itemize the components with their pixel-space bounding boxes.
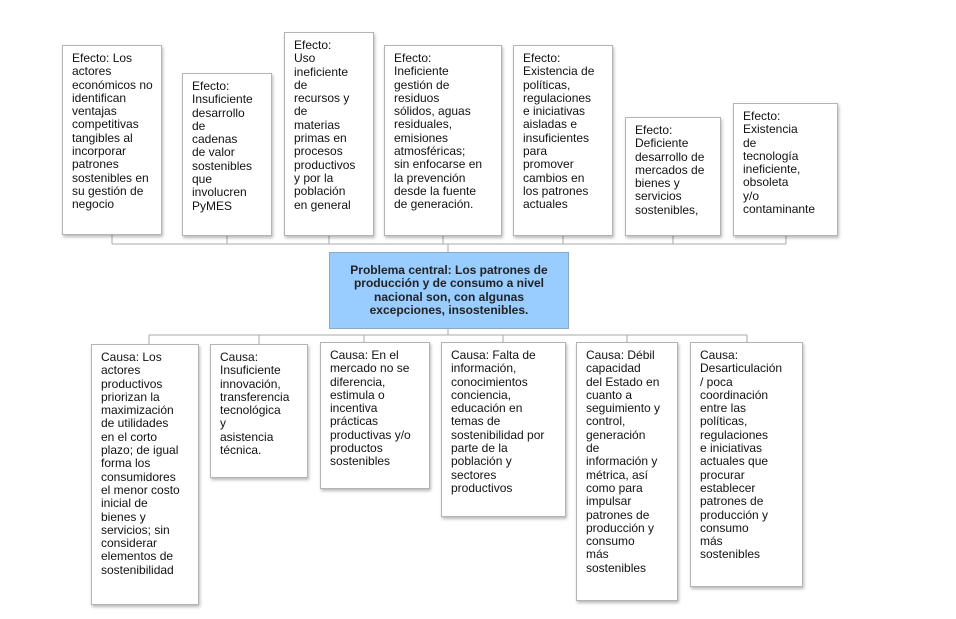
cause-box-3: Causa: En el mercado no se diferencia, estimula o incentiva prácticas productivas y/o productos sostenibles — [320, 342, 430, 489]
effect-box-4: Efecto: Ineficiente gestión de residuos sólidos, aguas residuales, emisiones atmosféricas; sin enfocarse en la prevención desde la fuente de generación. — [384, 45, 502, 236]
cause-box-1: Causa: Los actores productivos priorizan la maximización de utilidades en el corto plazo; de igual forma los consumidores el menor costo inicial de bienes y servicios; sin considerar elementos de sostenibilidad — [91, 344, 199, 605]
cause-box-5: Causa: Débil capacidad del Estado en cuanto a seguimiento y control, generación de información y métrica, así como para impulsar patrones de producción y consumo más sostenibles — [576, 342, 678, 601]
effect-box-1: Efecto: Los actores económicos no identifican ventajas competitivas tangibles al incorporar patrones sostenibles en su gestión de negocio — [62, 45, 162, 235]
cause-box-4: Causa: Falta de información, conocimientos conciencia, educación en temas de sostenibilidad por parte de la población y sectores productivos — [441, 342, 566, 517]
effect-box-6: Efecto: Deficiente desarrollo de mercados de bienes y servicios sostenibles, — [625, 117, 721, 236]
central-problem-box: Problema central: Los patrones de producción y de consumo a nivel nacional son, con algunas excepciones, insostenibles. — [329, 252, 569, 329]
cause-box-6: Causa: Desarticulación / poca coordinación entre las políticas, regulaciones e iniciativas actuales que procurar establecer patrones de producción y consumo más sostenibles — [690, 342, 803, 587]
cause-box-2: Causa: Insuficiente innovación, transferencia tecnológica y asistencia técnica. — [210, 344, 308, 478]
effect-box-2: Efecto: Insuficiente desarrollo de cadenas de valor sostenibles que involucren PyMES — [182, 73, 272, 236]
effect-box-5: Efecto: Existencia de políticas, regulaciones e iniciativas aisladas e insuficientes para promover cambios en los patrones actuales — [513, 45, 613, 236]
effect-box-7: Efecto: Existencia de tecnología ineficiente, obsoleta y/o contaminante — [733, 103, 838, 236]
effect-box-3: Efecto: Uso ineficiente de recursos y de materias primas en procesos productivos y por la población en general — [284, 32, 374, 236]
